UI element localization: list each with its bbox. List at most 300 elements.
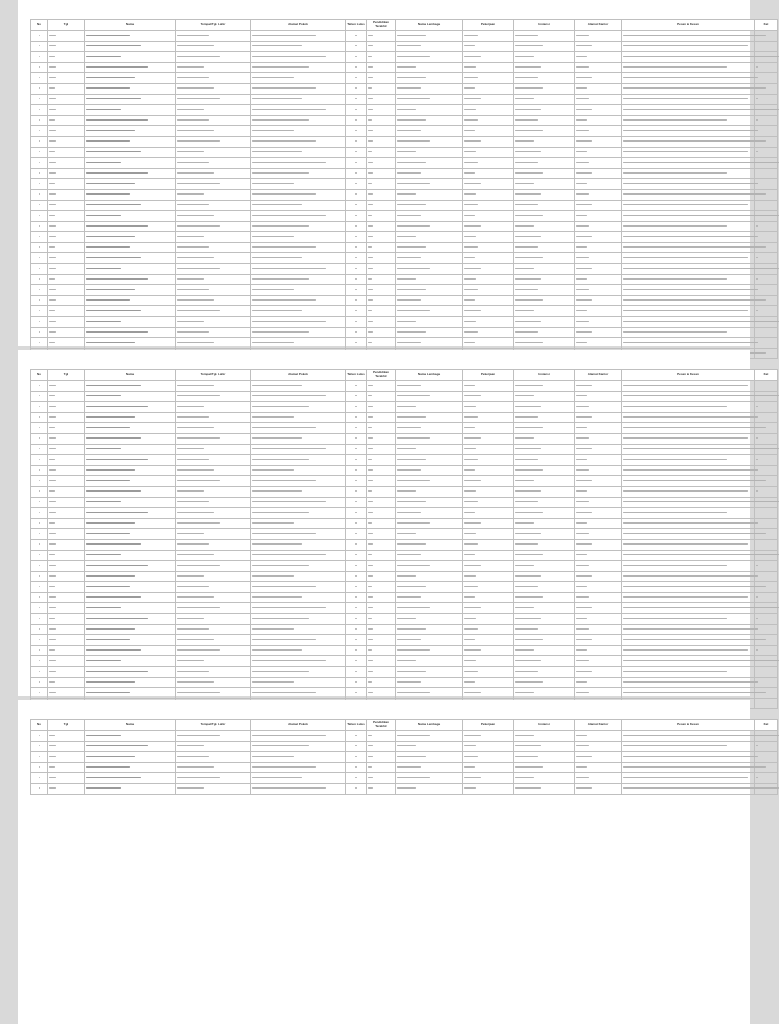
text-placeholder [464,246,478,247]
text-placeholder [576,437,589,438]
cell-akantor [575,645,622,656]
cell-ket [755,381,778,392]
cell-nama [85,264,176,275]
text-placeholder [355,448,357,449]
table-row [31,741,778,752]
cell-nama [85,147,176,158]
text-placeholder [86,310,141,311]
cell-no [31,264,48,275]
cell-kerja [463,200,514,211]
text-placeholder [464,119,478,120]
cell-no [31,412,48,423]
text-placeholder [39,671,40,672]
text-placeholder [515,628,538,629]
cell-ttl [176,455,251,466]
cell-nama [85,94,176,105]
cell-pend [367,592,396,603]
cell-lembaga [396,433,463,444]
document-page-2 [18,350,769,696]
table-row [31,550,778,561]
cell-lulus [346,189,367,200]
cell-instansi [514,455,575,466]
cell-lembaga [396,603,463,614]
table-row [31,539,778,550]
text-placeholder [756,469,758,470]
text-placeholder [368,628,373,629]
cell-nama [85,529,176,540]
text-placeholder [355,681,357,682]
text-placeholder [39,215,40,216]
text-placeholder [39,480,40,481]
text-placeholder [623,512,727,513]
cell-tgl [48,52,85,63]
cell-ttl [176,264,251,275]
cell-ttl [176,561,251,572]
text-placeholder [756,777,758,778]
column-header-ket: Ket [755,370,778,381]
text-placeholder [39,660,40,661]
text-placeholder [464,501,478,502]
column-header-ttl: Tempat/Tgl. Lahir [176,720,251,731]
text-placeholder [39,735,40,736]
cell-no [31,667,48,678]
text-placeholder [39,649,40,650]
text-placeholder [252,130,294,131]
table-row [31,561,778,572]
cell-akantor [575,306,622,317]
cell-instansi [514,656,575,667]
text-placeholder [49,321,56,322]
text-placeholder [252,395,326,396]
cell-pend [367,41,396,52]
cell-instansi [514,253,575,264]
cell-alamat [251,561,346,572]
text-placeholder [252,735,326,736]
text-placeholder [368,321,373,322]
text-placeholder [576,512,592,513]
text-placeholder [177,278,204,279]
cell-akantor [575,656,622,667]
cell-instansi [514,52,575,63]
text-placeholder [86,501,121,502]
text-placeholder [355,299,357,300]
text-placeholder [355,480,357,481]
text-placeholder [355,735,357,736]
cell-no [31,115,48,126]
text-placeholder [39,692,40,693]
text-placeholder [397,310,430,311]
cell-kerja [463,391,514,402]
cell-instansi [514,306,575,317]
column-header-ket: Ket [755,720,778,731]
column-header-lulus: Tahun Lulus [346,20,367,31]
text-placeholder [355,225,357,226]
cell-alamat [251,285,346,296]
cell-pend [367,455,396,466]
cell-akantor [575,603,622,614]
text-placeholder [355,151,357,152]
text-placeholder [464,151,476,152]
text-placeholder [252,649,302,650]
cell-lembaga [396,317,463,328]
cell-pesan [622,221,755,232]
text-placeholder [252,565,309,566]
cell-lembaga [396,635,463,646]
cell-lulus [346,158,367,169]
cell-lembaga [396,497,463,508]
cell-no [31,83,48,94]
cell-ttl [176,73,251,84]
text-placeholder [368,310,372,311]
column-header-lembaga: Nama Lembaga [396,720,463,731]
text-placeholder [576,787,592,788]
cell-instansi [514,327,575,338]
cell-lulus [346,285,367,296]
text-placeholder [86,565,148,566]
cell-kerja [463,571,514,582]
text-placeholder [49,607,56,608]
cell-instansi [514,752,575,763]
text-placeholder [623,533,766,534]
text-placeholder [515,469,543,470]
cell-pesan [622,327,755,338]
cell-akantor [575,242,622,253]
cell-tgl [48,253,85,264]
cell-lembaga [396,381,463,392]
cell-tgl [48,327,85,338]
table-row [31,444,778,455]
text-placeholder [49,56,55,57]
cell-pesan [622,31,755,42]
text-placeholder [86,448,121,449]
text-placeholder [86,215,121,216]
text-placeholder [515,183,534,184]
text-placeholder [252,756,294,757]
text-placeholder [252,289,294,290]
cell-alamat [251,423,346,434]
text-placeholder [397,119,426,120]
cell-instansi [514,381,575,392]
alumni-table [30,369,778,709]
text-placeholder [355,501,357,502]
text-placeholder [368,87,372,88]
cell-ttl [176,94,251,105]
text-placeholder [49,257,56,258]
cell-lulus [346,168,367,179]
cell-alamat [251,752,346,763]
column-header-pend: Pendidikan Terakhir [367,20,396,31]
cell-kerja [463,465,514,476]
text-placeholder [464,236,476,237]
cell-lulus [346,497,367,508]
text-placeholder [756,310,758,311]
cell-tgl [48,783,85,794]
cell-lulus [346,41,367,52]
cell-pesan [622,582,755,593]
text-placeholder [464,735,481,736]
cell-no [31,645,48,656]
text-placeholder [368,385,373,386]
text-placeholder [252,777,302,778]
cell-akantor [575,94,622,105]
text-placeholder [756,321,758,322]
cell-akantor [575,614,622,625]
cell-lembaga [396,476,463,487]
cell-pesan [622,486,755,497]
text-placeholder [756,225,758,226]
cell-kerja [463,603,514,614]
cell-tgl [48,200,85,211]
cell-nama [85,582,176,593]
cell-alamat [251,31,346,42]
cell-kerja [463,189,514,200]
text-placeholder [86,543,141,544]
cell-kerja [463,455,514,466]
cell-ttl [176,688,251,699]
text-placeholder [49,469,56,470]
text-placeholder [756,596,758,597]
text-placeholder [623,406,727,407]
cell-pesan [622,423,755,434]
cell-tgl [48,561,85,572]
cell-pesan [622,41,755,52]
cell-nama [85,62,176,73]
text-placeholder [623,183,758,184]
cell-tgl [48,402,85,413]
text-placeholder [86,342,135,343]
cell-instansi [514,731,575,742]
text-placeholder [623,151,748,152]
text-placeholder [49,87,55,88]
cell-no [31,486,48,497]
cell-pesan [622,667,755,678]
cell-pend [367,136,396,147]
text-placeholder [397,533,416,534]
cell-lembaga [396,783,463,794]
cell-kerja [463,402,514,413]
text-placeholder [623,777,748,778]
cell-nama [85,688,176,699]
text-placeholder [252,385,302,386]
text-placeholder [355,98,357,99]
text-placeholder [368,236,373,237]
cell-alamat [251,242,346,253]
cell-lulus [346,783,367,794]
text-placeholder [177,268,220,269]
cell-pesan [622,285,755,296]
column-header-ttl: Tempat/Tgl. Lahir [176,20,251,31]
cell-instansi [514,635,575,646]
text-placeholder [576,596,589,597]
cell-ttl [176,221,251,232]
text-placeholder [756,628,758,629]
table-row [31,688,778,699]
text-placeholder [397,565,430,566]
text-placeholder [623,575,758,576]
text-placeholder [252,56,326,57]
text-placeholder [368,225,373,226]
cell-instansi [514,677,575,688]
cell-lembaga [396,62,463,73]
text-placeholder [177,162,209,163]
text-placeholder [623,236,758,237]
cell-instansi [514,168,575,179]
cell-lulus [346,232,367,243]
cell-pesan [622,179,755,190]
text-placeholder [252,490,302,491]
cell-lulus [346,147,367,158]
cell-pesan [622,306,755,317]
text-placeholder [49,151,55,152]
text-placeholder [39,777,40,778]
text-placeholder [49,193,56,194]
cell-pend [367,497,396,508]
cell-tgl [48,31,85,42]
cell-alamat [251,635,346,646]
text-placeholder [576,98,589,99]
text-placeholder [756,437,758,438]
text-placeholder [177,172,214,173]
cell-alamat [251,274,346,285]
cell-pesan [622,444,755,455]
text-placeholder [368,607,373,608]
page-header-spacer [18,350,750,369]
cell-lulus [346,327,367,338]
text-placeholder [397,745,416,746]
cell-tgl [48,147,85,158]
cell-akantor [575,731,622,742]
text-placeholder [252,681,294,682]
cell-akantor [575,412,622,423]
cell-lembaga [396,444,463,455]
cell-nama [85,455,176,466]
cell-kerja [463,147,514,158]
cell-instansi [514,402,575,413]
text-placeholder [515,66,541,67]
cell-lembaga [396,423,463,434]
text-placeholder [39,787,40,788]
cell-lulus [346,688,367,699]
cell-nama [85,762,176,773]
text-placeholder [464,193,476,194]
text-placeholder [576,66,589,67]
cell-kerja [463,115,514,126]
cell-no [31,571,48,582]
cell-ttl [176,412,251,423]
cell-pesan [622,338,755,349]
cell-no [31,762,48,773]
text-placeholder [355,119,357,120]
cell-alamat [251,677,346,688]
text-placeholder [576,522,587,523]
cell-no [31,688,48,699]
text-placeholder [252,480,316,481]
cell-no [31,62,48,73]
cell-pend [367,232,396,243]
cell-akantor [575,465,622,476]
text-placeholder [464,459,478,460]
text-placeholder [464,469,475,470]
cell-no [31,200,48,211]
text-placeholder [177,586,209,587]
text-placeholder [49,278,55,279]
cell-instansi [514,147,575,158]
cell-alamat [251,518,346,529]
text-placeholder [623,77,758,78]
cell-ttl [176,423,251,434]
text-placeholder [397,416,426,417]
cell-alamat [251,465,346,476]
cell-tgl [48,158,85,169]
document-page-1 [18,0,769,346]
cell-instansi [514,518,575,529]
cell-ttl [176,635,251,646]
text-placeholder [623,469,758,470]
cell-tgl [48,136,85,147]
cell-akantor [575,327,622,338]
text-placeholder [39,342,40,343]
text-placeholder [355,565,357,566]
text-placeholder [355,554,357,555]
column-header-kerja: Pekerjaan [463,370,514,381]
table-body [31,381,778,709]
text-placeholder [39,512,40,513]
text-placeholder [515,406,541,407]
text-placeholder [368,480,373,481]
cell-alamat [251,126,346,137]
text-placeholder [49,98,56,99]
cell-pesan [622,550,755,561]
cell-akantor [575,476,622,487]
cell-akantor [575,62,622,73]
text-placeholder [49,162,56,163]
text-placeholder [515,130,543,131]
text-placeholder [86,639,130,640]
text-placeholder [515,35,538,36]
cell-ttl [176,306,251,317]
text-placeholder [355,183,357,184]
cell-ket [755,688,778,699]
cell-instansi [514,667,575,678]
cell-no [31,433,48,444]
text-placeholder [355,215,357,216]
text-placeholder [576,119,587,120]
text-placeholder [464,257,475,258]
text-placeholder [355,289,357,290]
text-placeholder [177,427,214,428]
cell-lulus [346,200,367,211]
cell-ket [755,433,778,444]
text-placeholder [464,130,475,131]
text-placeholder [368,756,373,757]
text-placeholder [252,416,294,417]
cell-kerja [463,773,514,784]
cell-instansi [514,444,575,455]
text-placeholder [86,649,141,650]
text-placeholder [368,257,373,258]
text-placeholder [397,385,421,386]
cell-lembaga [396,147,463,158]
cell-akantor [575,31,622,42]
text-placeholder [355,512,357,513]
cell-lembaga [396,518,463,529]
text-placeholder [86,437,141,438]
cell-akantor [575,455,622,466]
cell-ttl [176,274,251,285]
text-placeholder [355,257,357,258]
cell-kerja [463,274,514,285]
cell-lembaga [396,582,463,593]
